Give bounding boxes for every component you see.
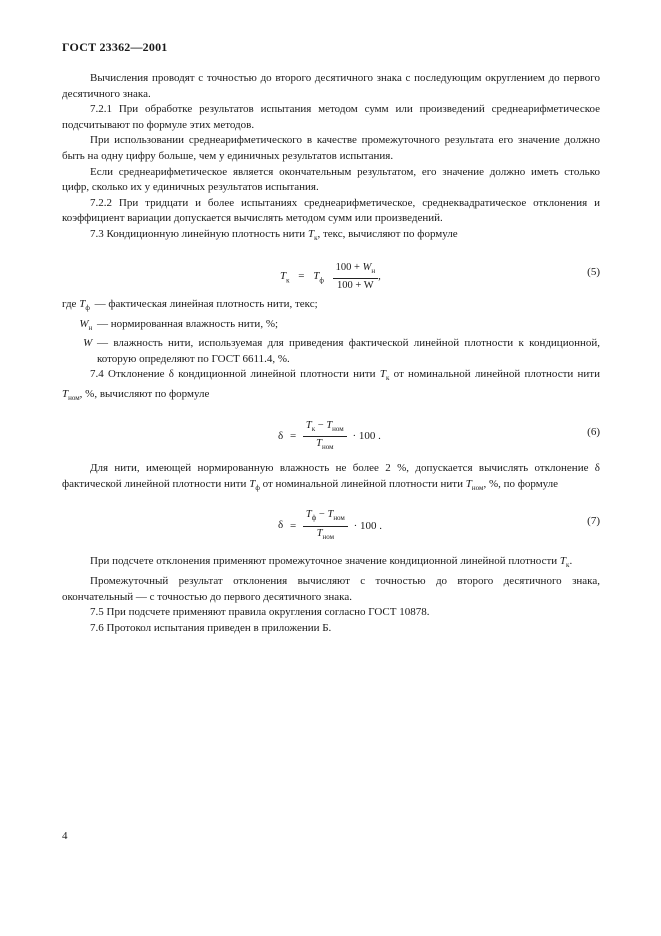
symbol: T (465, 477, 472, 490)
symbol: δ (278, 519, 284, 532)
subscript: к (385, 374, 390, 383)
symbol: T (326, 420, 333, 432)
formula-number: (5) (587, 265, 600, 278)
equals-sign: = (289, 519, 297, 532)
subscript: к (314, 234, 318, 243)
symbol: T (307, 227, 315, 240)
formula-body (280, 261, 381, 292)
where-definition: — влажность нити, используемая для приведения фактической линейной плотности к кондиционной, которую определяют по ГОСТ 6611.4, %. (97, 337, 600, 365)
subscript: ном (471, 483, 484, 492)
fraction (303, 508, 348, 543)
numerator (333, 261, 378, 279)
fraction (333, 261, 378, 292)
text: − (316, 509, 328, 521)
subscript: ном (322, 532, 335, 541)
formula-body (278, 419, 381, 454)
text: где (62, 297, 77, 310)
subscript: ном (321, 443, 334, 452)
text: Для нити, имеющей нормированную влажность не более 2 %, допускается вычислять отклонение δ фактической линейной плотности нити (62, 462, 600, 490)
subscript: к (311, 425, 316, 434)
subscript: ном (332, 425, 344, 434)
symbol: T (316, 438, 322, 450)
paragraph-7-4 (62, 367, 600, 407)
paragraph: При использовании среднеарифметического в качестве промежуточного результата его значение должно быть на одну цифру больше, чем у единичных результатов испытания. (62, 134, 600, 162)
where-definition: — фактическая линейная плотность нити, текс; (94, 297, 318, 310)
paragraph: Если среднеарифметическое является окончательным результатом, его значение должно иметь столько цифр, сколько их у единичных результатов испытания. (62, 165, 600, 194)
text: 100 + (335, 261, 363, 273)
where-definition: — нормированная влажность нити, %; (97, 317, 279, 330)
text: · 100 . (352, 430, 381, 443)
paragraph (62, 461, 600, 496)
paragraph (62, 554, 600, 574)
subscript: ф (319, 275, 324, 284)
symbol: T (559, 555, 567, 568)
text: от номинальной линейной плотности нити (259, 477, 466, 490)
text: · 100 . (353, 519, 383, 532)
denominator (303, 527, 348, 544)
numerator (303, 419, 347, 437)
symbol: W (362, 261, 372, 273)
formula-number: (7) (587, 515, 600, 528)
text: 7.3 Кондиционную линейную плотность нити (90, 227, 308, 240)
subscript: к (566, 561, 570, 570)
symbol: T (62, 388, 69, 401)
text: , %, по формуле (483, 477, 559, 490)
paragraph: 7.2.1 При обработке результатов испытания методом сумм или произведений среднеарифметическое подсчитывают по формуле этих методов. (62, 103, 600, 131)
paragraph: Вычисления проводят с точностью до второго десятичного знака с последующим округлением до первого десятичного знака. (62, 72, 600, 100)
text: 7.4 Отклонение δ кондиционной линейной плотности нити (90, 368, 380, 381)
where-term (62, 297, 93, 317)
denominator (303, 437, 347, 454)
text: При подсчете отклонения применяют промежуточное значение кондиционной линейной плотности (90, 555, 560, 568)
text: , %, вычисляют по формуле (79, 388, 210, 401)
where-row (62, 336, 600, 367)
denominator: 100 + W (337, 279, 374, 291)
where-row (62, 317, 600, 337)
text: от номинальной линейной плотности нити (389, 368, 600, 381)
symbol: T (79, 297, 86, 310)
symbol: W (83, 337, 93, 350)
formula-5 (62, 255, 600, 295)
where-row (62, 297, 600, 317)
formula-number: (6) (587, 426, 600, 439)
paragraph: 7.6 Протокол испытания приведен в приложении Б. (90, 621, 332, 634)
symbol: T (327, 509, 334, 521)
document-header: ГОСТ 23362—2001 (62, 40, 168, 54)
subscript: к (286, 275, 290, 284)
symbol: T (249, 477, 256, 490)
symbol: T (305, 420, 312, 432)
formula-6 (62, 415, 600, 455)
subscript: ном (68, 394, 80, 403)
subscript: н (371, 266, 376, 275)
text: , текс, вычисляют по формуле (317, 227, 458, 240)
where-list (62, 297, 600, 368)
text: − (315, 420, 327, 432)
paragraph: 7.5 При подсчете применяют правила округления согласно ГОСТ 10878. (90, 606, 430, 619)
where-term (62, 336, 95, 367)
symbol: T (316, 527, 323, 539)
page-number: 4 (62, 830, 68, 842)
numerator (303, 508, 348, 526)
equals-sign: = (298, 269, 305, 282)
subscript: ф (311, 514, 317, 523)
paragraph: Промежуточный результат отклонения вычисляют с точностью до второго десятичного знака, окончательный — с точностью до первого десятичного знака. (62, 575, 600, 603)
document-body (62, 71, 600, 637)
fraction (303, 419, 347, 454)
text: . (569, 555, 573, 568)
paragraph: 7.2.2 При тридцати и более испытаниях среднеарифметическое, среднеквадратическое отклонения и коэффициент вариации допускается вычислять методом сумм или произведений. (62, 196, 600, 225)
subscript: н (88, 323, 93, 332)
equals-sign: = (289, 430, 297, 443)
where-term (62, 317, 95, 337)
formula-7 (62, 504, 600, 544)
symbol: T (280, 269, 287, 282)
symbol: W (79, 317, 89, 330)
symbol: T (305, 509, 312, 521)
paragraph-7-3 (62, 227, 600, 247)
subscript: ф (85, 303, 90, 312)
text: , (378, 269, 381, 282)
symbol: T (379, 368, 386, 381)
formula-body (278, 508, 382, 543)
symbol: δ (278, 430, 284, 443)
symbol: T (313, 269, 320, 282)
subscript: ф (255, 483, 260, 492)
subscript: ном (333, 514, 345, 523)
